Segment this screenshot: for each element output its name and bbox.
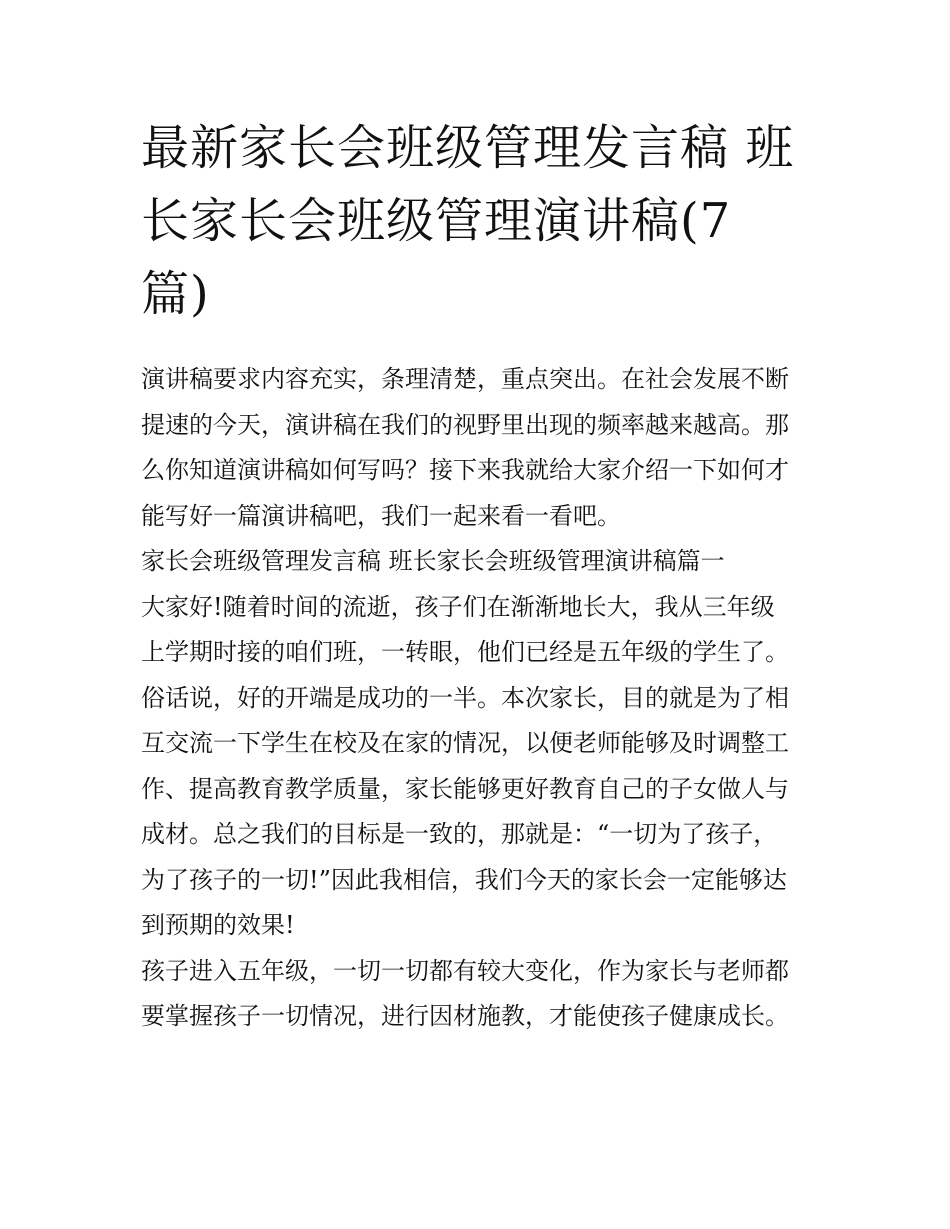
body-line: 俗话说，好的开端是成功的一半。本次家长，目的就是为了相 [141,683,789,712]
document-body [141,357,813,1040]
body-line: 大家好!随着时间的流逝，孩子们在渐渐地长大，我从三年级 [141,592,775,621]
body-line: 到预期的效果! [141,911,295,939]
body-line: 么你知道演讲稿如何写吗？接下来我就给大家介绍一下如何才 [141,456,789,484]
title-line-3: 篇) [141,266,210,322]
body-line: 要掌握孩子一切情况，进行因材施教，才能使孩子健康成长。 [141,1002,789,1030]
body-line: 上学期时接的咱们班，一转眼，他们已经是五年级的学生了。 [141,638,789,666]
body-line: 提速的今天，演讲稿在我们的视野里出现的频率越来越高。那 [141,410,789,439]
body-line: 作、提高教育教学质量，家长能够更好教育自己的子女做人与 [141,774,789,803]
title-line-1: 最新家长会班级管理发言稿 班 [141,120,795,176]
body-line: 为了孩子的一切!”因此我相信，我们今天的家长会一定能够达 [141,865,787,894]
section-heading: 家长会班级管理发言稿 班长家长会班级管理演讲稿篇一 [141,547,725,575]
body-line: 互交流一下学生在校及在家的情况，以便老师能够及时调整工 [141,729,789,757]
body-line: 能写好一篇演讲稿吧，我们一起来看一看吧。 [141,501,621,530]
body-line: 演讲稿要求内容充实，条理清楚，重点突出。在社会发展不断 [141,365,789,393]
body-line: 成材。总之我们的目标是一致的，那就是：“一切为了孩子， [141,820,778,848]
document-title [141,112,811,331]
title-line-2: 长家长会班级管理演讲稿(7 [141,193,732,249]
body-line: 孩子进入五年级，一切一切都有较大变化，作为家长与老师都 [141,956,789,985]
